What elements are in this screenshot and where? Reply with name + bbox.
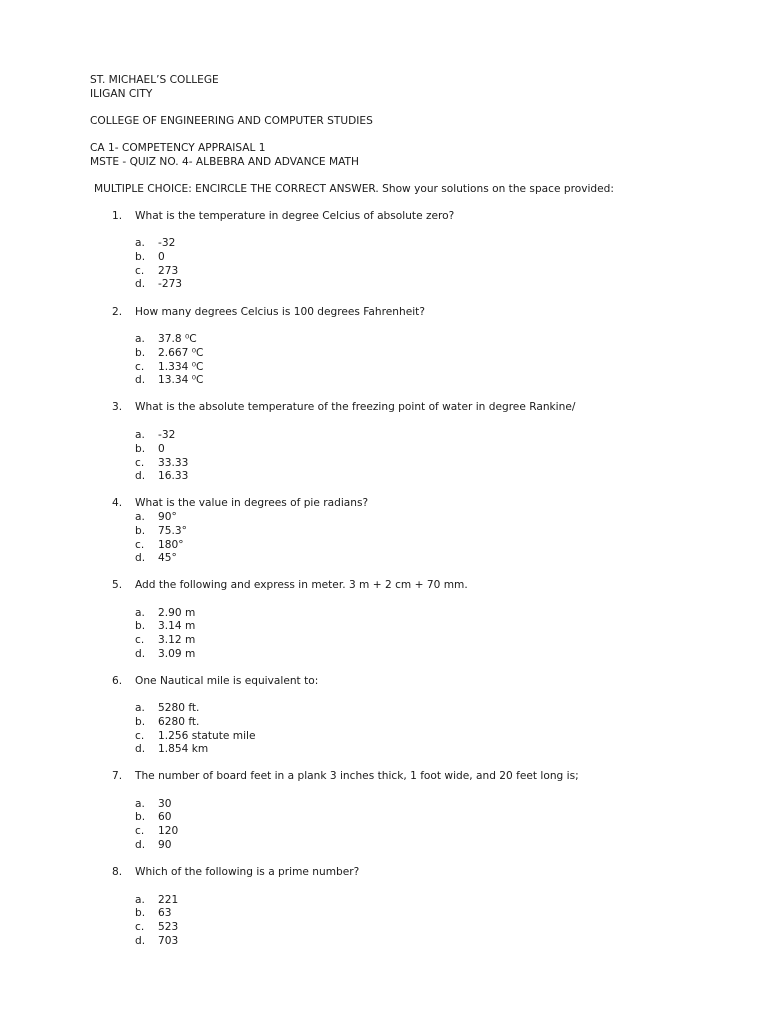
option-text[interactable]: 5280 ft. xyxy=(158,702,200,714)
question-text: What is the temperature in degree Celcius of absolute zero? xyxy=(135,210,455,222)
question-number: 5. xyxy=(112,579,123,591)
option-label: b. xyxy=(135,716,146,728)
question-number: 1. xyxy=(112,210,123,222)
option-text[interactable]: 273 xyxy=(158,265,179,277)
option-text[interactable]: 75.3° xyxy=(158,525,187,537)
question-text: The number of board feet in a plank 3 inches thick, 1 foot wide, and 20 feet long is; xyxy=(135,770,579,782)
option-label: d. xyxy=(135,743,146,755)
quiz-title: MSTE - QUIZ NO. 4- ALBEBRA AND ADVANCE MATH xyxy=(90,156,359,168)
option-text[interactable]: 90 xyxy=(158,839,172,851)
option-text[interactable]: 33.33 xyxy=(158,457,189,469)
option-text[interactable]: 3.09 m xyxy=(158,648,196,660)
option-text[interactable]: 1.256 statute mile xyxy=(158,730,256,742)
option-text[interactable]: 0 xyxy=(158,251,165,263)
option-text[interactable]: 37.8 ⁰C xyxy=(158,333,197,345)
option-label: a. xyxy=(135,607,145,619)
question-text: Which of the following is a prime number? xyxy=(135,866,360,878)
question-number: 8. xyxy=(112,866,123,878)
question-number: 4. xyxy=(112,497,123,509)
option-label: c. xyxy=(135,921,145,933)
question-text: Add the following and express in meter. 3 m + 2 cm + 70 mm. xyxy=(135,579,468,591)
option-label: c. xyxy=(135,539,145,551)
option-label: d. xyxy=(135,839,146,851)
option-label: c. xyxy=(135,265,145,277)
option-label: d. xyxy=(135,374,146,386)
option-text[interactable]: 221 xyxy=(158,894,179,906)
option-text[interactable]: 60 xyxy=(158,811,172,823)
option-text[interactable]: 0 xyxy=(158,443,165,455)
option-label: a. xyxy=(135,702,145,714)
school-name: ST. MICHAEL’S COLLEGE xyxy=(90,74,219,86)
option-label: a. xyxy=(135,333,145,345)
option-label: c. xyxy=(135,730,145,742)
option-text[interactable]: 13.34 ⁰C xyxy=(158,374,204,386)
option-label: d. xyxy=(135,935,146,947)
option-label: a. xyxy=(135,511,145,523)
option-label: b. xyxy=(135,443,146,455)
option-label: b. xyxy=(135,525,146,537)
option-text[interactable]: 90° xyxy=(158,511,177,523)
option-text[interactable]: 16.33 xyxy=(158,470,189,482)
option-text[interactable]: 180° xyxy=(158,539,184,551)
option-text[interactable]: 3.12 m xyxy=(158,634,196,646)
question-text: How many degrees Celcius is 100 degrees Fahrenheit? xyxy=(135,306,425,318)
course-title: CA 1- COMPETENCY APPRAISAL 1 xyxy=(90,142,266,154)
option-text[interactable]: 2.667 ⁰C xyxy=(158,347,204,359)
option-label: b. xyxy=(135,251,146,263)
option-label: a. xyxy=(135,894,145,906)
option-text[interactable]: 523 xyxy=(158,921,179,933)
option-text[interactable]: 6280 ft. xyxy=(158,716,200,728)
option-label: b. xyxy=(135,620,146,632)
option-label: a. xyxy=(135,429,145,441)
option-label: c. xyxy=(135,825,145,837)
question-number: 7. xyxy=(112,770,123,782)
question-text: What is the absolute temperature of the freezing point of water in degree Rankine/ xyxy=(135,401,576,413)
question-text: What is the value in degrees of pie radians? xyxy=(135,497,369,509)
option-text[interactable]: 30 xyxy=(158,798,172,810)
question-number: 3. xyxy=(112,401,123,413)
college-name: COLLEGE OF ENGINEERING AND COMPUTER STUDIES xyxy=(90,115,373,127)
instructions: MULTIPLE CHOICE: ENCIRCLE THE CORRECT ANSWER. Show your solutions on the space provided: xyxy=(94,183,614,195)
option-text[interactable]: 2.90 m xyxy=(158,607,196,619)
option-text[interactable]: 120 xyxy=(158,825,179,837)
option-label: c. xyxy=(135,361,145,373)
option-label: b. xyxy=(135,347,146,359)
option-label: b. xyxy=(135,811,146,823)
option-text[interactable]: 703 xyxy=(158,935,179,947)
school-city: ILIGAN CITY xyxy=(90,88,153,100)
option-label: a. xyxy=(135,237,145,249)
option-label: d. xyxy=(135,648,146,660)
option-text[interactable]: 1.854 km xyxy=(158,743,209,755)
option-label: c. xyxy=(135,634,145,646)
option-label: d. xyxy=(135,552,146,564)
question-text: One Nautical mile is equivalent to: xyxy=(135,675,319,687)
option-label: a. xyxy=(135,798,145,810)
option-text[interactable]: 3.14 m xyxy=(158,620,196,632)
option-text[interactable]: -273 xyxy=(158,278,183,290)
option-text[interactable]: -32 xyxy=(158,429,176,441)
option-label: b. xyxy=(135,907,146,919)
option-label: d. xyxy=(135,278,146,290)
option-text[interactable]: -32 xyxy=(158,237,176,249)
question-number: 6. xyxy=(112,675,123,687)
option-label: d. xyxy=(135,470,146,482)
option-text[interactable]: 63 xyxy=(158,907,172,919)
option-text[interactable]: 45° xyxy=(158,552,177,564)
option-label: c. xyxy=(135,457,145,469)
question-number: 2. xyxy=(112,306,123,318)
option-text[interactable]: 1.334 ⁰C xyxy=(158,361,204,373)
